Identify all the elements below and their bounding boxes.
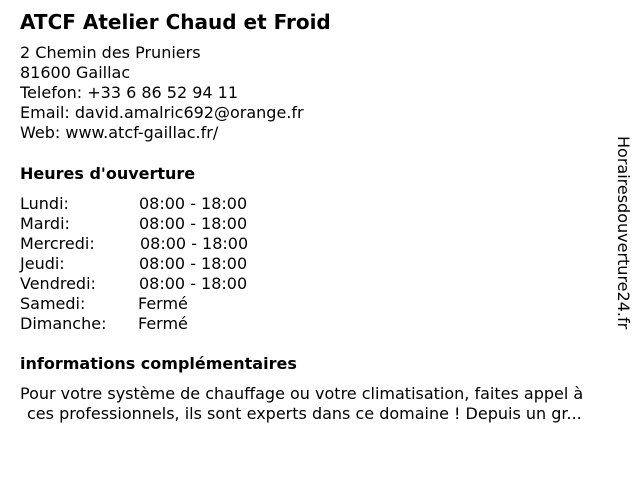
day-label: Lundi: <box>20 194 69 213</box>
watermark-text: Horairesdouverture24.fr <box>614 136 633 330</box>
description-line: Pour votre système de chauffage ou votre climatisation, faites appel à <box>20 384 584 403</box>
site-watermark <box>611 136 635 346</box>
day-hours: 08:00 - 18:00 <box>140 234 249 253</box>
day-hours: 08:00 - 18:00 <box>139 254 248 273</box>
hours-row-sunday <box>20 314 280 334</box>
contact-block <box>20 43 304 143</box>
opening-hours-list <box>20 194 280 334</box>
day-hours: 08:00 - 18:00 <box>139 214 248 233</box>
day-hours: Fermé <box>138 294 188 313</box>
hours-row-tuesday <box>20 214 280 234</box>
email-address: Email: david.amalric692@orange.fr <box>20 103 304 122</box>
hours-row-monday <box>20 194 280 214</box>
hours-row-saturday <box>20 294 280 314</box>
hours-row-thursday <box>20 254 280 274</box>
description-line: ces professionnels, ils sont experts dans ce domaine ! Depuis un gr... <box>27 404 582 423</box>
additional-info-text <box>20 384 632 424</box>
additional-info-heading: informations complémentaires <box>20 354 297 373</box>
day-label: Mercredi: <box>20 234 95 253</box>
address-line-city: 81600 Gaillac <box>20 63 131 82</box>
address-line-street: 2 Chemin des Pruniers <box>20 43 201 62</box>
opening-hours-heading: Heures d'ouverture <box>20 164 196 183</box>
hours-row-wednesday <box>20 234 280 254</box>
day-hours: Fermé <box>138 314 188 333</box>
day-label: Dimanche: <box>20 314 107 333</box>
business-name: ATCF Atelier Chaud et Froid <box>20 10 331 34</box>
day-label: Vendredi: <box>20 274 96 293</box>
day-hours: 08:00 - 18:00 <box>139 194 248 213</box>
day-label: Mardi: <box>20 214 70 233</box>
hours-row-friday <box>20 274 280 294</box>
day-label: Jeudi: <box>20 254 65 273</box>
day-hours: 08:00 - 18:00 <box>139 274 248 293</box>
website-address: Web: www.atcf-gaillac.fr/ <box>20 123 219 142</box>
day-label: Samedi: <box>20 294 86 313</box>
phone-number: Telefon: +33 6 86 52 94 11 <box>20 83 239 102</box>
